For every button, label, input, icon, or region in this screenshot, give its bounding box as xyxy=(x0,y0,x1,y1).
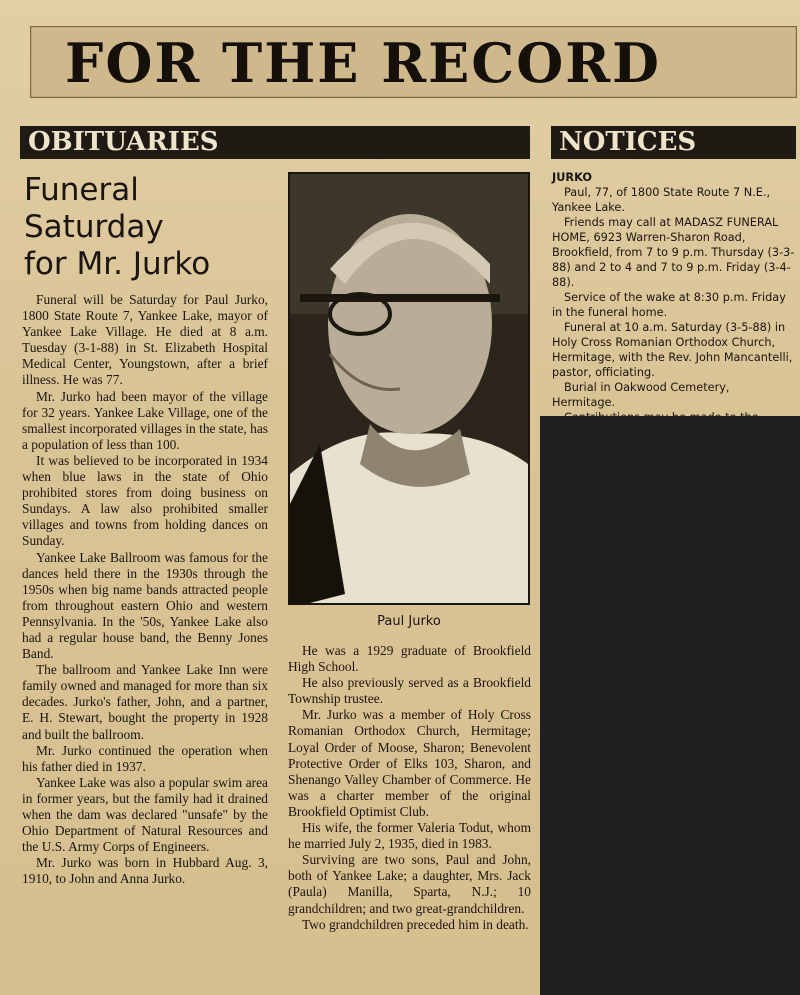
obituary-headline xyxy=(24,172,274,283)
article-paragraph: Two grandchildren preceded him in death. xyxy=(302,916,529,932)
photo-caption: Paul Jurko xyxy=(377,614,441,629)
obituaries-section-label: OBITUARIES xyxy=(20,126,530,159)
article-paragraph: His wife, the former Valeria Todut, whom he married July 2, 1935, died in 1983. xyxy=(288,820,531,852)
article-paragraph: Surviving are two sons, Paul and John, both of Yankee Lake; a daughter, Mrs. Jack (Paula) Manilla, Sparta, N.J.; 10 grandchildren; and two great-grandchildren. xyxy=(288,852,531,916)
obituary-column-left xyxy=(22,292,268,887)
portrait-illustration xyxy=(290,174,528,603)
article-paragraph: He also previously served as a Brookfield Township trustee. xyxy=(288,675,531,707)
article-paragraph: Yankee Lake was also a popular swim area in former years, but the family had it drained when the dam was declared "unsafe" by the Ohio Department of Natural Resources and the U.S. Army Corps of Engineers. xyxy=(22,774,268,855)
headline-line: for Mr. Jurko xyxy=(24,246,211,282)
headline-line: Saturday xyxy=(24,209,164,245)
notice-paragraph: Service of the wake at 8:30 p.m. Friday in the funeral home. xyxy=(552,291,786,319)
dark-background-area xyxy=(540,416,800,995)
funeral-notice xyxy=(552,170,796,455)
portrait-photo xyxy=(288,172,530,605)
article-paragraph: He was a 1929 graduate of Brookfield High School. xyxy=(288,643,531,675)
notice-paragraph: Friends may call at MADASZ FUNERAL HOME, 6923 Warren-Sharon Road, Brookfield, from 7 to 9 p.m. Thursday (3-3-88) and 2 to 4 and 7 to 9 p.m. Friday (3-4-88). xyxy=(552,216,795,289)
article-paragraph: Mr. Jurko continued the operation when his father died in 1937. xyxy=(22,742,268,774)
masthead-title: FOR THE RECORD xyxy=(65,31,661,95)
notice-paragraph: Paul, 77, of 1800 State Route 7 N.E., Yankee Lake. xyxy=(552,186,771,214)
article-paragraph: Mr. Jurko was a member of Holy Cross Romanian Orthodox Church, Hermitage; Loyal Order of Moose, Sharon; Benevolent Protective Order of Elks 103, Sharon, and Shenango Valley Chamber of Commerce. He was a charter member of the original Brookfield Optimist Club. xyxy=(288,707,531,819)
article-paragraph: The ballroom and Yankee Lake Inn were family owned and managed for more than six decades. Jurko's father, John, and a partner, E. H. Stewart, bought the property in 1928 and built the ballroom. xyxy=(22,662,268,742)
obituary-column-middle xyxy=(288,643,531,933)
article-paragraph: Funeral will be Saturday for Paul Jurko, 1800 State Route 7, Yankee Lake, mayor of Yankee Lake Village. He died at 8 a.m. Tuesday (3-1-88) in St. Elizabeth Hospital Medical Center, Youngstown, after a brief illness. He was 77. xyxy=(22,292,268,388)
notice-paragraph: Burial in Oakwood Cemetery, Hermitage. xyxy=(552,381,730,409)
article-paragraph: Mr. Jurko was born in Hubbard Aug. 3, 1910, to John and Anna Jurko. xyxy=(22,855,268,887)
article-paragraph: Yankee Lake Ballroom was famous for the dances held there in the 1930s through the 1950s when big name bands attracted people from throughout eastern Ohio and western Pennsylvania. In the '50s, Yankee Lake also had a regular house band, the Benny Jones Band. xyxy=(22,549,268,662)
article-paragraph: Mr. Jurko had been mayor of the village for 32 years. Yankee Lake Village, one of the smallest incorporated villages in the state, has a population of less than 100. xyxy=(22,388,268,452)
notice-paragraph: Funeral at 10 a.m. Saturday (3-5-88) in Holy Cross Romanian Orthodox Church, Hermitage, with the Rev. John Mancantelli, pastor, officiating. xyxy=(552,321,793,379)
article-paragraph: It was believed to be incorporated in 1934 when blue laws in the state of Ohio prohibited stores from doing business on Sundays. A law also prohibited smaller villages and towns from holding dances on Sunday. xyxy=(22,452,268,549)
notice-name: JURKO xyxy=(552,171,592,184)
headline-line: Funeral xyxy=(24,172,139,208)
notices-section-label: NOTICES xyxy=(551,126,796,159)
masthead xyxy=(30,26,797,98)
